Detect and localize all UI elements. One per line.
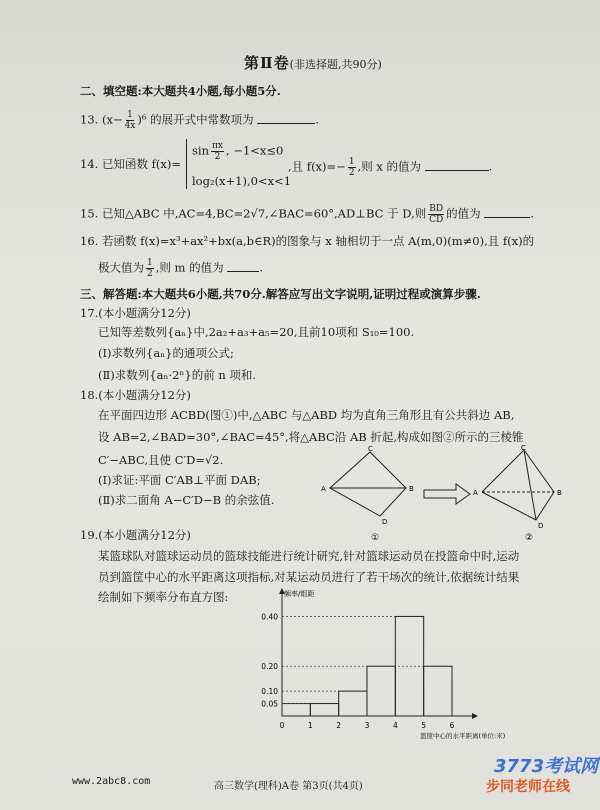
frequency-histogram: [240, 588, 506, 758]
q14-frac: [348, 157, 356, 178]
q15-post: 的值为: [446, 206, 481, 221]
fig2-label-a: A: [473, 489, 478, 497]
q13-frac-num: 1: [127, 110, 133, 120]
q14-case1-frac: [211, 141, 224, 162]
footer-site: www.2abc8.com: [72, 776, 151, 787]
q14-num: 14.: [80, 157, 99, 171]
q17-line1: 已知等差数列{aₙ}中,2a₂+a₃+a₅=20,且前10项和 S₁₀=100.: [98, 325, 415, 339]
x-tick-label: 6: [449, 721, 455, 730]
q14-case1: [192, 141, 283, 162]
q14-end: ,则 x 的值为: [357, 159, 421, 174]
q19-score: (本小题满分12分): [98, 528, 191, 542]
x-tick-label: 5: [421, 721, 427, 730]
q13-num: 13.: [80, 112, 99, 127]
q16-num: 16.: [80, 234, 99, 248]
x-axis-arrow: [472, 713, 478, 719]
fig1-label-d: D: [382, 518, 388, 526]
section-header: [244, 52, 382, 73]
q14-brace: [186, 139, 187, 189]
fig1-label-c: C: [368, 445, 373, 453]
question-18: [80, 388, 191, 402]
question-16-line2: 极大值为 $\frac{1}{2}$ ,则 m 的值为 .: [98, 258, 263, 279]
q16-frac-den: 2: [147, 269, 153, 279]
histogram-bar: [282, 704, 310, 716]
q18-line4: (Ⅰ)求证:平面 C′AB⊥平面 DAB;: [98, 473, 261, 487]
histogram-bar: [339, 691, 367, 716]
q14-pre: 已知函数 f(x)=: [101, 157, 181, 171]
q14-case1-frac-den: 2: [214, 152, 221, 162]
q18-line3: C′−ABC,且使 C′D=√2.: [98, 453, 224, 467]
q16-line2-pre: 极大值为: [98, 260, 144, 275]
histogram-bar: [367, 666, 395, 716]
q15-frac-den: CD: [429, 215, 444, 225]
q14-case1-cond: , −1<x≤0: [226, 143, 284, 158]
q19-line3: 绘制如下频率分布直方图:: [98, 590, 229, 604]
q15-frac-num: BD: [429, 204, 444, 214]
q14-post: ,且 f(x)=−: [288, 159, 346, 174]
q18-line5: (Ⅱ)求二面角 A−C′D−B 的余弦值.: [98, 493, 275, 507]
question-13: 13. (x− $\frac{1}{4x}$ )⁶ 的展开式中常数项为 .: [80, 110, 319, 131]
q15-answer-blank: [484, 206, 530, 218]
y-tick-label: 0.20: [261, 662, 278, 672]
section2-heading: 二、填空题:本大题共4小题,每小题5分.: [80, 84, 281, 98]
y-axis-label: 频率/组距: [284, 590, 315, 598]
q14-answer-blank: [425, 159, 489, 171]
q15-num: 15.: [80, 206, 99, 221]
x-tick-label: 4: [392, 721, 398, 730]
q16-frac: [146, 258, 154, 279]
q13-answer-blank: [257, 112, 315, 124]
q17-line2: (Ⅰ)求数列{aₙ}的通项公式;: [98, 346, 234, 360]
fig2-label-d: D: [538, 522, 544, 530]
q17-line3: (Ⅱ)求数列{aₙ·2ⁿ}的前 n 项和.: [98, 368, 257, 382]
q16-frac-num: 1: [147, 258, 153, 268]
fig1-label-b: B: [409, 485, 414, 493]
question-17: [80, 306, 191, 320]
fig2-caption: ②: [525, 533, 534, 543]
histogram-marks: [261, 588, 478, 730]
q17-num: 17.: [80, 306, 99, 320]
watermark-tagline: 步同老师在线: [486, 779, 570, 795]
q18-score: (本小题满分12分): [98, 388, 191, 402]
histogram-bar: [424, 666, 452, 716]
q19-line1: 某篮球队对篮球运动员的篮球技能进行统计研究,针对篮球运动员在投篮命中时,运动: [98, 549, 520, 563]
histogram-bar: [310, 704, 338, 716]
footer-page-info: 高三数学(理科)A卷 第3页(共4页): [214, 781, 363, 792]
q14-tail: ,且 f(x)=− $\frac{1}{2}$ ,则 x 的值为 .: [288, 157, 493, 178]
q14-frac-den: 2: [348, 168, 355, 178]
q13-frac-den: 4x: [124, 121, 136, 131]
q18-figures: [318, 444, 564, 550]
q13-pre: (x−: [101, 112, 123, 127]
page-subtitle: (非选择题,共90分): [289, 58, 382, 71]
q19-line2: 员到篮筐中心的水平距离这项指标,对某运动员进行了若干场次的统计,依据统计结果: [98, 570, 520, 584]
q16-line2-post: ,则 m 的值为: [155, 260, 224, 275]
fig2-label-c: C: [521, 444, 526, 452]
question-15: 15. 已知△ABC 中,AC=4,BC=2√7,∠BAC=60°,AD⊥BC 于 D,则 $\frac{BD}{CD}$ 的值为 .: [80, 204, 534, 225]
q13-frac: [125, 110, 136, 131]
y-tick-label: 0.10: [261, 687, 278, 697]
section3-heading: 三、解答题:本大题共6小题,共70分.解答应写出文字说明,证明过程或演算步骤.: [80, 287, 481, 301]
question-19: [80, 528, 191, 542]
q18-num: 18.: [80, 388, 99, 402]
y-tick-label: 0.05: [261, 699, 278, 709]
question-16-line1: [80, 234, 534, 248]
question-14: [80, 157, 181, 171]
fold-arrow: [424, 484, 470, 504]
q13-post: )⁶ 的展开式中常数项为: [137, 112, 254, 127]
fig2-label-b: B: [557, 489, 562, 497]
x-tick-label: 1: [307, 721, 313, 730]
q16-line1: 若函数 f(x)=x³+ax²+bx(a,b∈R)的图象与 x 轴相切于一点 A(m,0)(m≠0),且 f(x)的: [101, 234, 535, 248]
q17-score: (本小题满分12分): [98, 306, 191, 320]
q14-case1-fn: sin: [192, 143, 209, 158]
watermark-logo: 3773考试网: [494, 756, 599, 777]
x-tick-label: 3: [364, 721, 370, 730]
q14-case1-frac-num: πx: [212, 141, 223, 151]
x-tick-label: 0: [279, 721, 285, 730]
q14-frac-num: 1: [348, 157, 355, 167]
x-tick-label: 2: [336, 721, 342, 730]
figure-1: [321, 445, 414, 543]
x-axis-label: 篮筐中心的水平距离(单位:米): [420, 732, 506, 740]
page-title: 第Ⅱ卷: [244, 54, 290, 72]
q15-pre: 已知△ABC 中,AC=4,BC=2√7,∠BAC=60°,AD⊥BC 于 D,则: [101, 206, 427, 221]
q18-line1: 在平面四边形 ACBD(图①)中,△ABC 与△ABD 均为直角三角形且有公共斜边 AB,: [98, 408, 515, 422]
figure-2: [473, 444, 562, 543]
q14-case2: log₂(x+1),0<x<1: [192, 174, 292, 188]
q18-line2: 设 AB=2,∠BAD=30°,∠BAC=45°,将△ABC沿 AB 折起,构成如图②所示的三棱锥: [98, 430, 524, 444]
q19-num: 19.: [80, 528, 99, 542]
q16-answer-blank: [227, 260, 259, 272]
y-tick-label: 0.40: [261, 612, 278, 622]
fig1-caption: ①: [371, 533, 380, 543]
fig1-label-a: A: [321, 485, 326, 493]
q15-frac: [428, 204, 444, 225]
